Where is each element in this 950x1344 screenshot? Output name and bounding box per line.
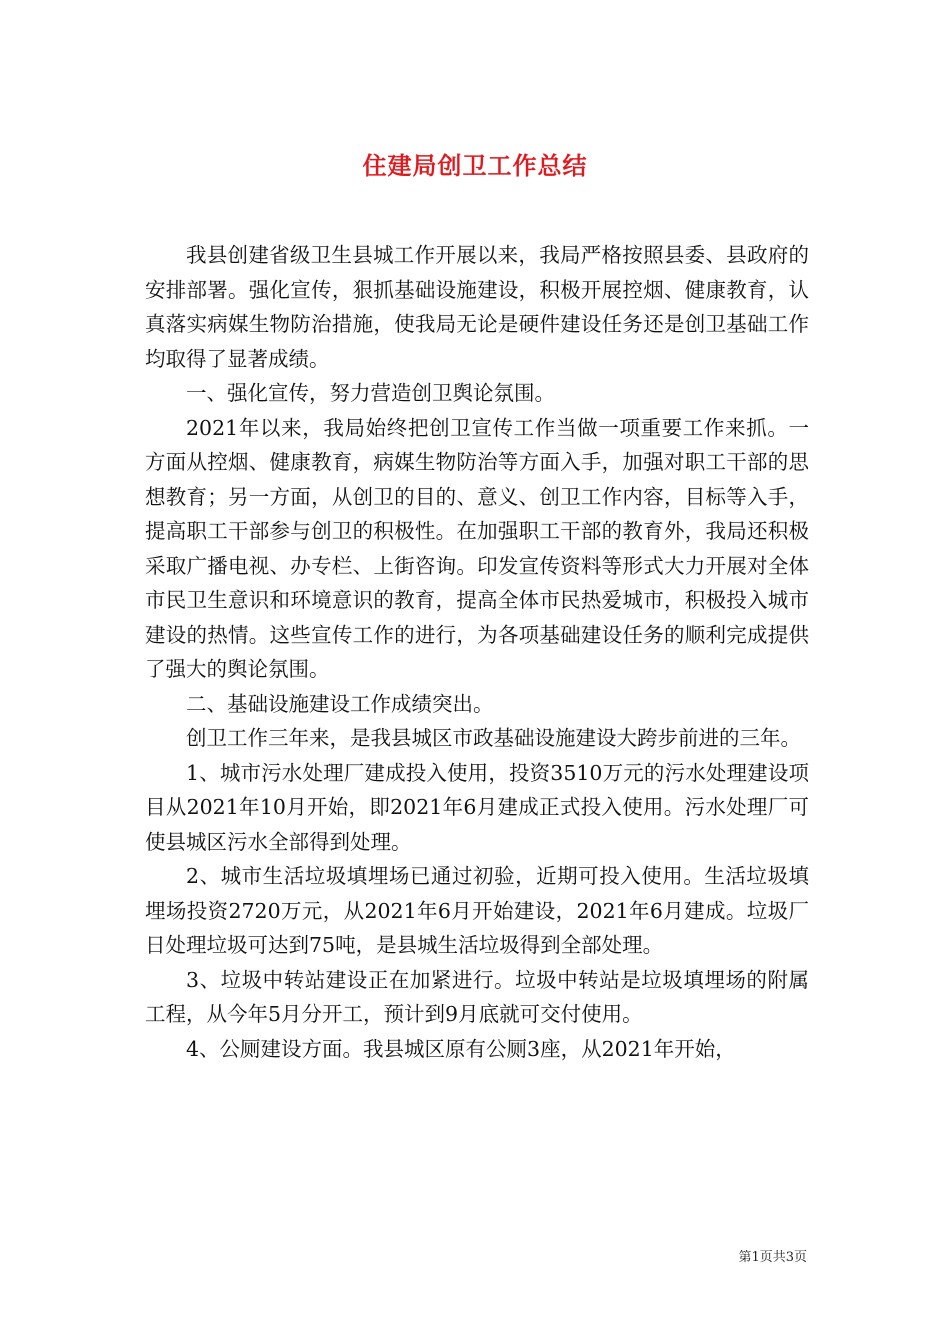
list-item: 4、公厕建设方面。我县城区原有公厕3座，从2021年开始， (186, 1036, 736, 1061)
document-body (145, 238, 809, 1066)
section-heading: 二、基础设施建设工作成绩突出。 (186, 691, 494, 716)
section-heading: 一、强化宣传，努力营造创卫舆论氛围。 (186, 381, 555, 405)
list-item: 2、城市生活垃圾填埋场已通过初验，近期可投入使用。生活垃圾填埋场投资2720万元，从2021年6月开始建设，2021年6月建成。垃圾厂日处理垃圾可达到75吨，是县城生活垃圾得到全部处理。 (145, 864, 809, 957)
list-item: 3、垃圾中转站建设正在加紧进行。垃圾中转站是垃圾填埋场的附属工程，从今年5月分开工，预计到9月底就可交付使用。 (145, 967, 809, 1026)
paragraph: 创卫工作三年来，是我县城区市政基础设施建设大跨步前进的三年。 (186, 726, 801, 750)
list-item: 1、城市污水处理厂建成投入使用，投资3510万元的污水处理建设项目从2021年10月开始，即2021年6月建成正式投入使用。污水处理厂可使县城区污水全部得到处理。 (145, 760, 809, 854)
page-number: 第1页共3页 (738, 1250, 807, 1265)
document-title: 住建局创卫工作总结 (362, 151, 588, 181)
paragraph: 我县创建省级卫生县城工作开展以来，我局严格按照县委、县政府的安排部署。强化宣传，狠抓基础设施建设，积极开展控烟、健康教育，认真落实病媒生物防治措施，使我局无论是硬件建设任务还是创卫基础工作均取得了显著成绩。 (145, 243, 809, 371)
paragraph: 2021年以来，我局始终把创卫宣传工作当做一项重要工作来抓。一方面从控烟、健康教育，病媒生物防治等方面入手，加强对职工干部的思想教育；另一方面，从创卫的目的、意义、创卫工作内容，目标等入手，提高职工干部参与创卫的积极性。在加强职工干部的教育外，我局还积极采取广播电视、办专栏、上街咨询。印发宣传资料等形式大力开展对全体市民卫生意识和环境意识的教育，提高全体市民热爱城市，积极投入城市建设的热情。这些宣传工作的进行，为各项基础建设任务的顺利完成提供了强大的舆论氛围。 (145, 415, 809, 681)
